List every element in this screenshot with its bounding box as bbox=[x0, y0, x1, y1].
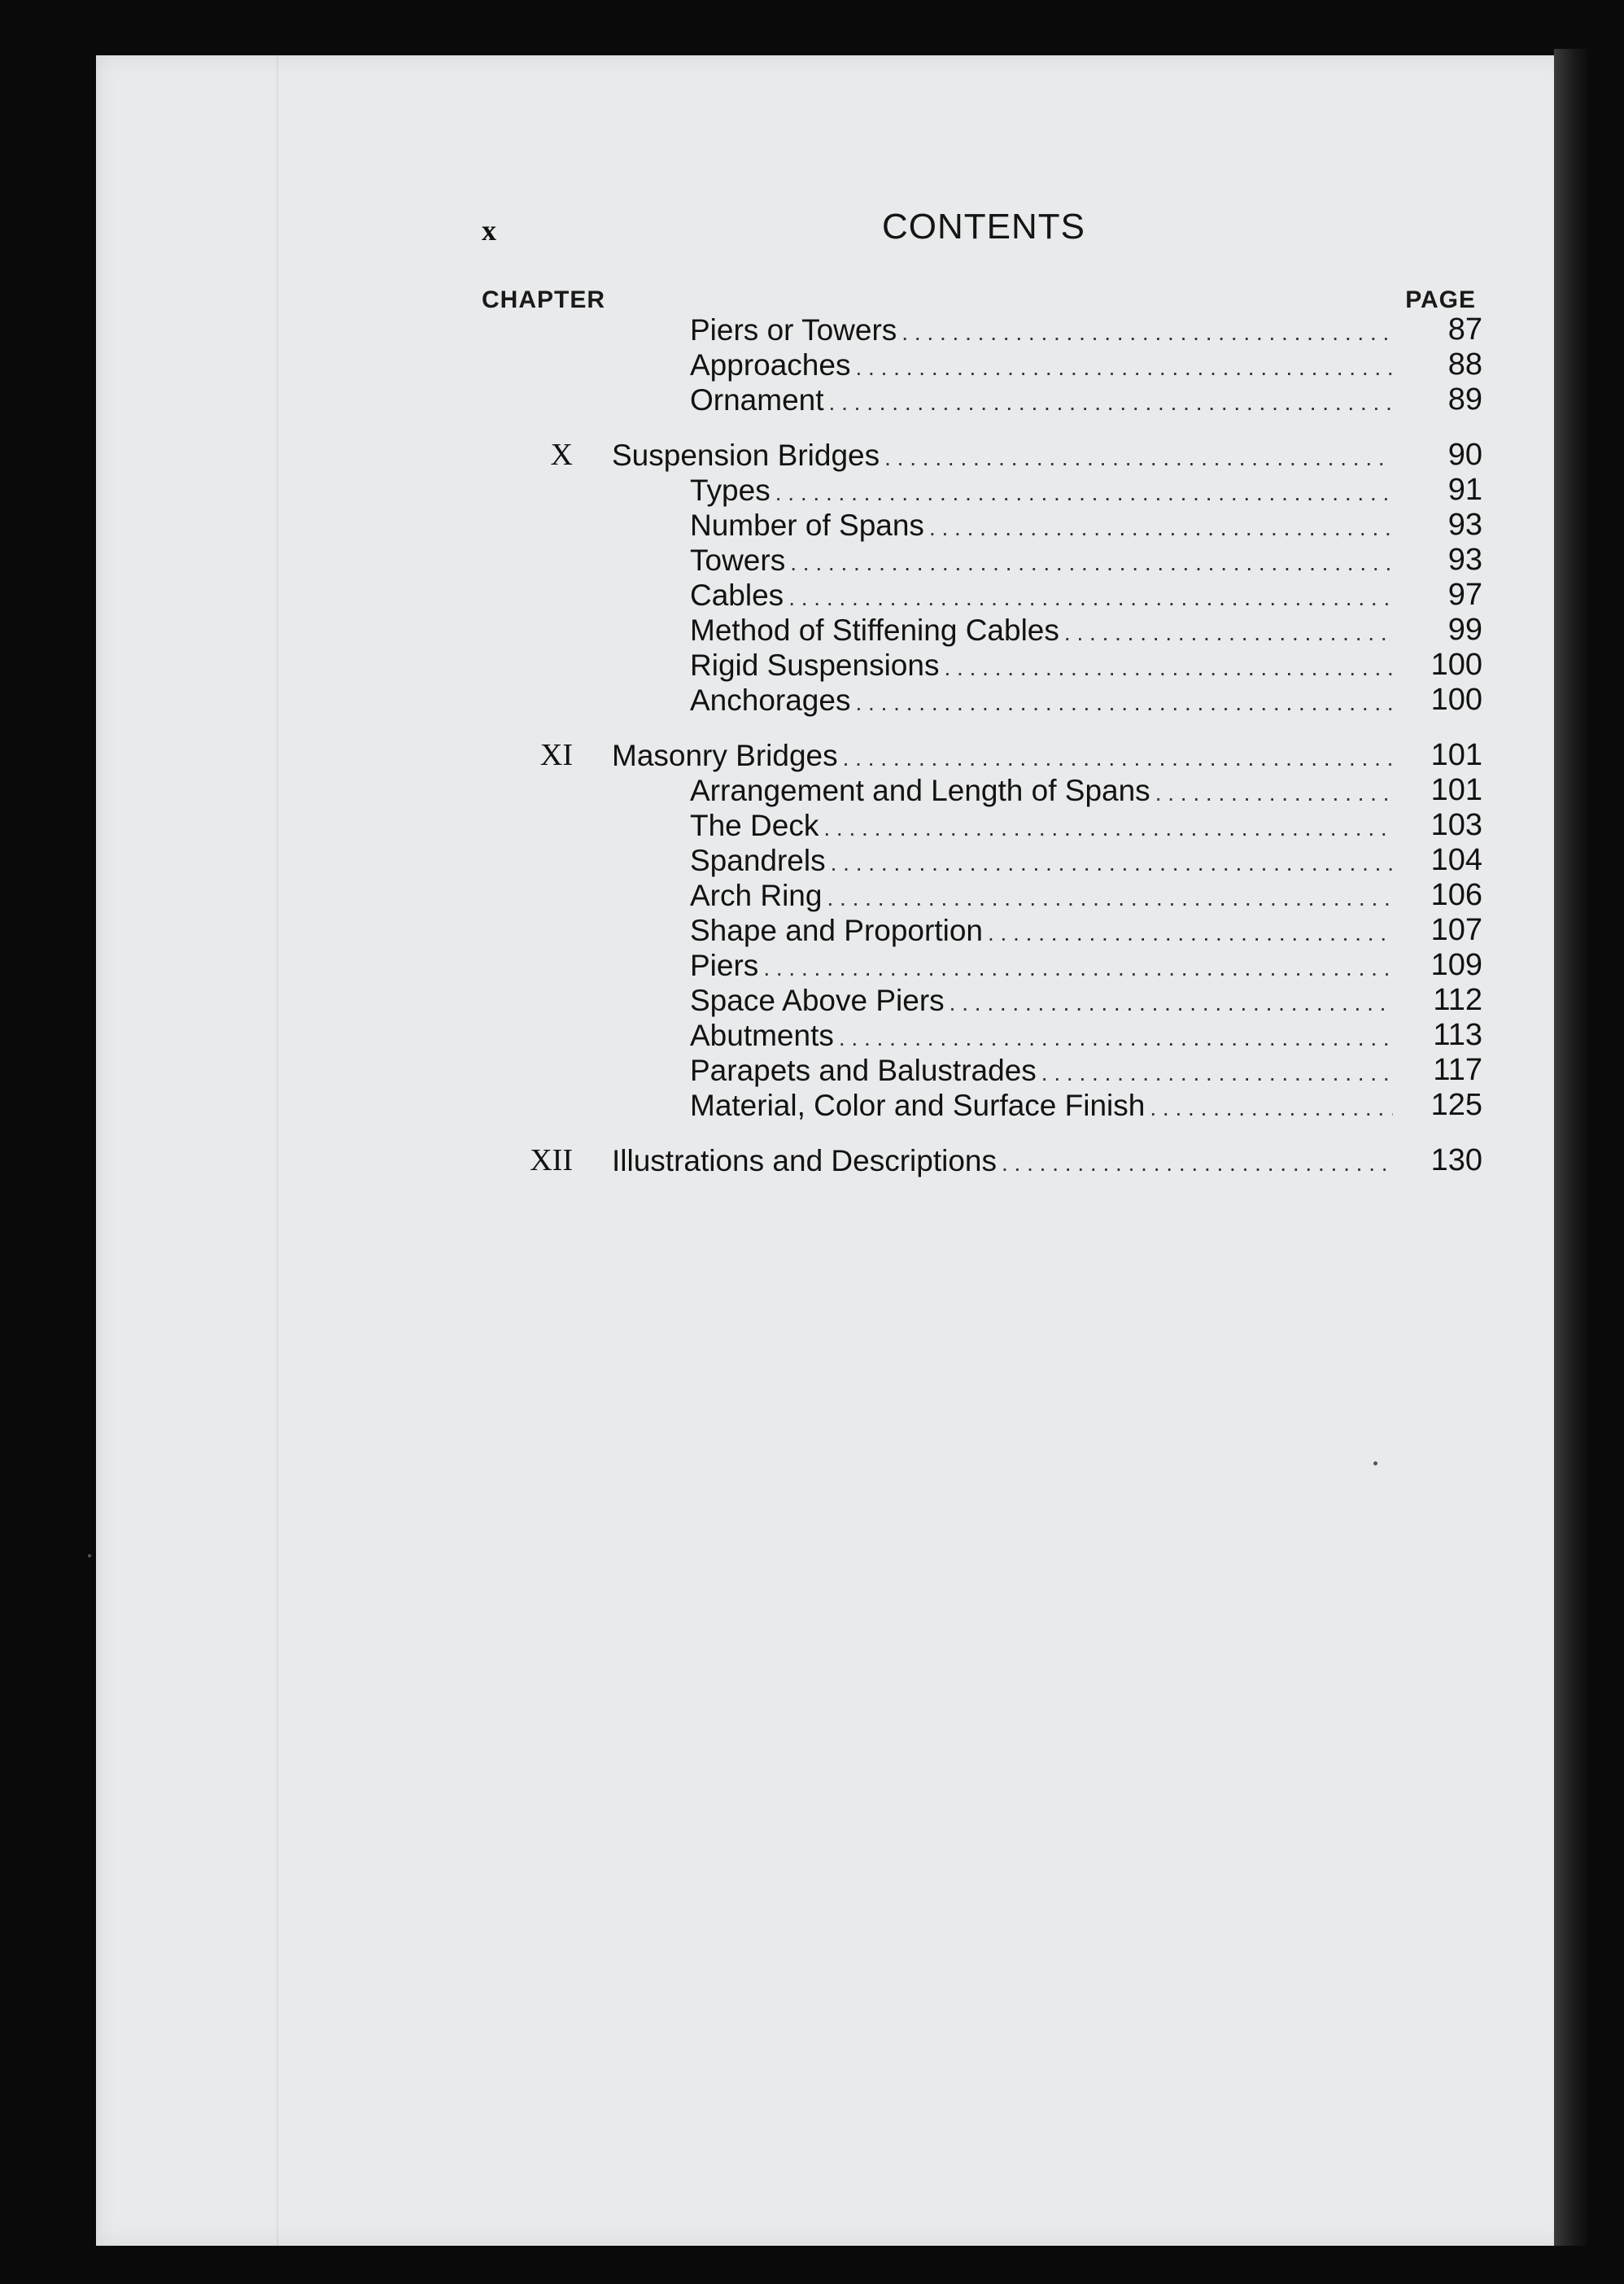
toc-entry-title: Spandrels bbox=[690, 844, 826, 877]
toc-page-number: 104 bbox=[1430, 843, 1482, 877]
toc-page-number: 125 bbox=[1430, 1088, 1482, 1122]
dot-leader bbox=[827, 880, 1393, 915]
table-of-contents bbox=[482, 312, 1482, 1178]
toc-page-number: 91 bbox=[1447, 473, 1482, 507]
toc-section-row bbox=[482, 473, 1482, 508]
toc-page-number: 112 bbox=[1433, 983, 1482, 1017]
toc-entry-title: Masonry Bridges bbox=[612, 739, 838, 772]
chapter-numeral: XII bbox=[530, 1143, 573, 1177]
toc-section-row bbox=[482, 913, 1482, 948]
page-fold-line bbox=[277, 55, 278, 2246]
toc-entry-title: Space Above Piers bbox=[690, 984, 945, 1017]
page-header bbox=[482, 207, 1486, 255]
toc-entry bbox=[690, 878, 1393, 915]
toc-page-number: 100 bbox=[1430, 648, 1482, 682]
page-edge-shadow bbox=[1554, 49, 1588, 2246]
toc-entry bbox=[612, 438, 1393, 475]
dot-leader bbox=[855, 685, 1393, 720]
toc-entry bbox=[690, 312, 1393, 350]
toc-page-number: 88 bbox=[1447, 347, 1482, 382]
toc-entry bbox=[690, 983, 1393, 1020]
toc-entry bbox=[690, 948, 1393, 985]
dot-leader bbox=[829, 385, 1393, 420]
toc-section-row bbox=[482, 543, 1482, 578]
toc-entry-title: Approaches bbox=[690, 348, 851, 382]
toc-section-row bbox=[482, 1088, 1482, 1123]
toc-entry-title: Parapets and Balustrades bbox=[690, 1054, 1037, 1087]
toc-page-number: 87 bbox=[1447, 312, 1482, 347]
toc-entry-title: The Deck bbox=[690, 809, 819, 842]
toc-entry bbox=[690, 543, 1393, 580]
dot-leader bbox=[831, 845, 1393, 880]
toc-section-row bbox=[482, 613, 1482, 648]
dot-leader bbox=[884, 440, 1393, 475]
toc-entry-title: Abutments bbox=[690, 1019, 834, 1052]
chapter-numeral: XI bbox=[539, 738, 573, 772]
toc-entry-title: Arch Ring bbox=[690, 879, 823, 912]
dot-leader bbox=[988, 915, 1393, 950]
toc-section-row bbox=[482, 773, 1482, 808]
toc-page-number: 103 bbox=[1430, 808, 1482, 842]
dot-leader bbox=[901, 315, 1393, 350]
dot-leader bbox=[1064, 615, 1393, 650]
toc-entry bbox=[690, 648, 1393, 685]
toc-section-row bbox=[482, 983, 1482, 1018]
page-column-label: PAGE bbox=[1405, 286, 1476, 313]
toc-entry-title: Towers bbox=[690, 544, 786, 577]
dot-leader bbox=[823, 810, 1393, 845]
toc-section-row bbox=[482, 578, 1482, 613]
toc-section-row bbox=[482, 648, 1482, 683]
toc-entry-title: Shape and Proportion bbox=[690, 914, 983, 947]
toc-entry-title: Types bbox=[690, 474, 771, 507]
toc-entry bbox=[690, 808, 1393, 845]
toc-entry-title: Number of Spans bbox=[690, 509, 924, 542]
toc-chapter-row bbox=[482, 1143, 1482, 1178]
toc-entry-title: Ornament bbox=[690, 383, 824, 417]
page-title: CONTENTS bbox=[882, 207, 1085, 247]
toc-page-number: 106 bbox=[1430, 878, 1482, 912]
toc-entry-title: Piers bbox=[690, 949, 759, 982]
toc-page-number: 109 bbox=[1430, 948, 1482, 982]
toc-page-number: 101 bbox=[1430, 773, 1482, 807]
toc-page-number: 93 bbox=[1447, 543, 1482, 577]
chapter-column-label: CHAPTER bbox=[482, 286, 606, 313]
speck bbox=[88, 1554, 91, 1557]
toc-page-number: 99 bbox=[1447, 613, 1482, 647]
toc-page-number: 113 bbox=[1433, 1018, 1482, 1052]
dot-leader bbox=[929, 510, 1393, 545]
toc-entry-title: Method of Stiffening Cables bbox=[690, 614, 1059, 647]
toc-entry-title: Cables bbox=[690, 579, 784, 612]
toc-section-row bbox=[482, 347, 1482, 382]
toc-entry bbox=[690, 843, 1393, 880]
toc-page-number: 130 bbox=[1430, 1143, 1482, 1177]
toc-entry bbox=[690, 1088, 1393, 1125]
toc-section-row bbox=[482, 878, 1482, 913]
toc-entry bbox=[690, 1053, 1393, 1090]
toc-page-number: 107 bbox=[1430, 913, 1482, 947]
toc-entry bbox=[612, 1143, 1393, 1181]
dot-leader bbox=[855, 350, 1393, 385]
toc-page-number: 117 bbox=[1433, 1053, 1482, 1087]
dot-leader bbox=[843, 740, 1393, 775]
dot-leader bbox=[1041, 1055, 1393, 1090]
dot-leader bbox=[775, 475, 1393, 510]
dot-leader bbox=[950, 985, 1393, 1020]
dot-leader bbox=[944, 650, 1393, 685]
toc-section-row bbox=[482, 1018, 1482, 1053]
toc-entry bbox=[612, 738, 1393, 775]
dot-leader bbox=[1150, 1090, 1393, 1125]
toc-entry bbox=[690, 578, 1393, 615]
dot-leader bbox=[1002, 1146, 1393, 1181]
toc-chapter-row bbox=[482, 738, 1482, 773]
toc-section-row bbox=[482, 1053, 1482, 1088]
toc-page-number: 101 bbox=[1430, 738, 1482, 772]
toc-entry bbox=[690, 913, 1393, 950]
dot-leader bbox=[788, 580, 1393, 615]
toc-entry-title: Anchorages bbox=[690, 683, 851, 717]
toc-page-number: 93 bbox=[1447, 508, 1482, 542]
dot-leader bbox=[1155, 775, 1393, 810]
toc-entry-title: Illustrations and Descriptions bbox=[612, 1144, 997, 1177]
speck bbox=[1373, 1461, 1377, 1465]
toc-section-row bbox=[482, 948, 1482, 983]
toc-entry-title: Rigid Suspensions bbox=[690, 649, 940, 682]
toc-section-row bbox=[482, 808, 1482, 843]
toc-entry bbox=[690, 613, 1393, 650]
dot-leader bbox=[763, 950, 1393, 985]
toc-entry bbox=[690, 773, 1393, 810]
toc-entry bbox=[690, 683, 1393, 720]
toc-entry bbox=[690, 382, 1393, 420]
toc-entry bbox=[690, 347, 1393, 385]
page-number: x bbox=[482, 214, 496, 247]
toc-page-number: 90 bbox=[1447, 438, 1482, 472]
toc-entry bbox=[690, 473, 1393, 510]
toc-section-row bbox=[482, 312, 1482, 347]
toc-section-row bbox=[482, 382, 1482, 417]
chapter-numeral: X bbox=[550, 438, 573, 472]
toc-entry bbox=[690, 1018, 1393, 1055]
toc-chapter-row bbox=[482, 438, 1482, 473]
dot-leader bbox=[790, 545, 1393, 580]
toc-page-number: 89 bbox=[1447, 382, 1482, 417]
toc-entry-title: Suspension Bridges bbox=[612, 439, 880, 472]
toc-section-row bbox=[482, 683, 1482, 718]
toc-entry-title: Material, Color and Surface Finish bbox=[690, 1089, 1146, 1122]
toc-page-number: 97 bbox=[1447, 578, 1482, 612]
toc-section-row bbox=[482, 843, 1482, 878]
toc-entry-title: Arrangement and Length of Spans bbox=[690, 774, 1150, 807]
toc-page-number: 100 bbox=[1430, 683, 1482, 717]
toc-section-row bbox=[482, 508, 1482, 543]
toc-entry-title: Piers or Towers bbox=[690, 313, 897, 347]
dot-leader bbox=[839, 1020, 1393, 1055]
toc-entry bbox=[690, 508, 1393, 545]
